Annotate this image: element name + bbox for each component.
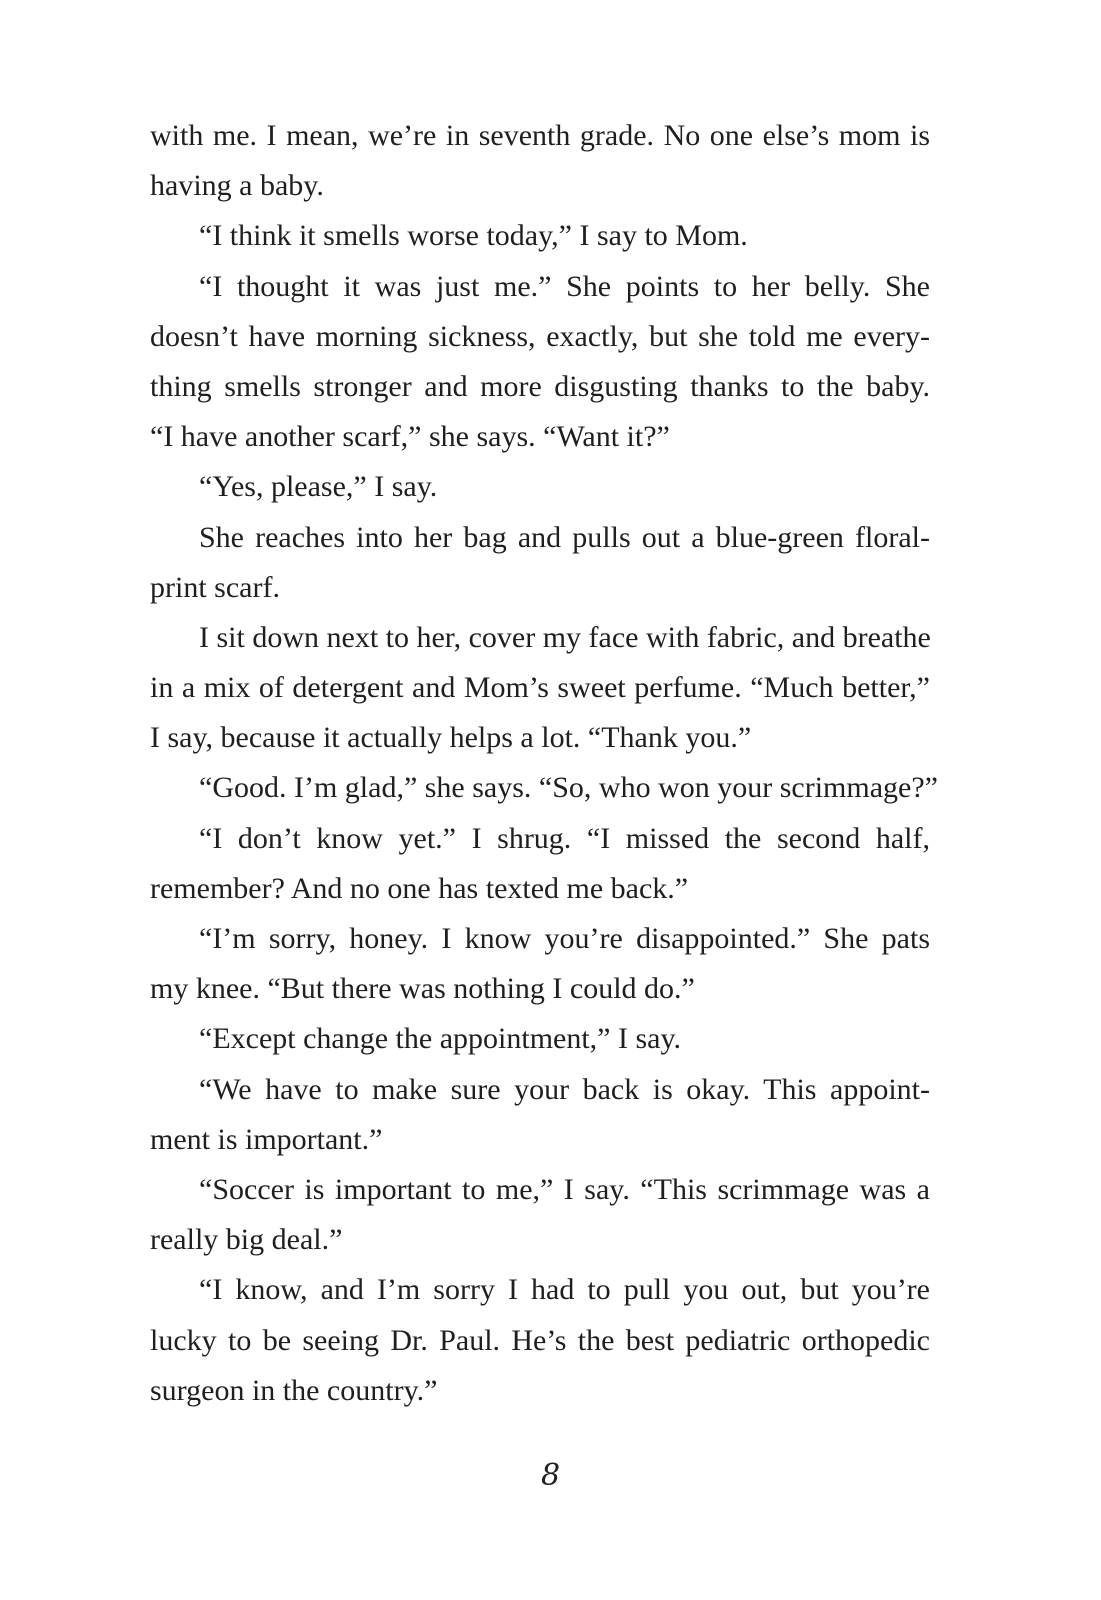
text-line: thing smells stronger and more disgusting thanks to the baby.	[150, 369, 930, 403]
text-line: “I have another scarf,” she says. “Want it?”	[150, 420, 670, 454]
text-line: surgeon in the country.”	[150, 1373, 438, 1407]
text-line: with me. I mean, we’re in seventh grade. No one else’s mom is	[150, 119, 930, 152]
text-line: doesn’t have morning sickness, exactly, but she told me every-	[150, 319, 930, 353]
page-number: 8	[540, 1458, 561, 1493]
text-line: really big deal.”	[150, 1223, 343, 1257]
text-line: “We have to make sure your back is okay. This appoint-	[199, 1072, 930, 1106]
text-line: print scarf.	[150, 570, 280, 604]
text-line: “I know, and I’m sorry I had to pull you out, but you’re	[199, 1273, 930, 1307]
text-line: “Except change the appointment,” I say.	[199, 1022, 682, 1056]
text-line: my knee. “But there was nothing I could do.”	[150, 972, 695, 1006]
body-text	[150, 111, 938, 1416]
text-line: having a baby.	[150, 169, 324, 203]
text-line: “I think it smells worse today,” I say to Mom.	[199, 219, 748, 253]
text-line: remember? And no one has texted me back.”	[150, 871, 689, 905]
text-line: “Good. I’m glad,” she says. “So, who won your scrimmage?”	[199, 771, 938, 805]
text-line: She reaches into her bag and pulls out a blue-green floral-	[199, 520, 930, 554]
text-line: lucky to be seeing Dr. Paul. He’s the best pediatric orthopedic	[150, 1323, 930, 1357]
text-line: I say, because it actually helps a lot. “Thank you.”	[150, 721, 752, 755]
text-line: “I don’t know yet.” I shrug. “I missed the second half,	[199, 821, 930, 855]
text-line: “I’m sorry, honey. I know you’re disappointed.” She pats	[199, 922, 930, 955]
text-line: “Yes, please,” I say.	[199, 470, 438, 504]
text-line: “I thought it was just me.” She points to her belly. She	[199, 269, 930, 303]
text-line: “Soccer is important to me,” I say. “This scrimmage was a	[199, 1172, 930, 1206]
text-line: in a mix of detergent and Mom’s sweet perfume. “Much better,”	[150, 671, 930, 705]
text-line: ment is important.”	[150, 1122, 383, 1156]
text-line: I sit down next to her, cover my face with fabric, and breathe	[199, 620, 931, 654]
